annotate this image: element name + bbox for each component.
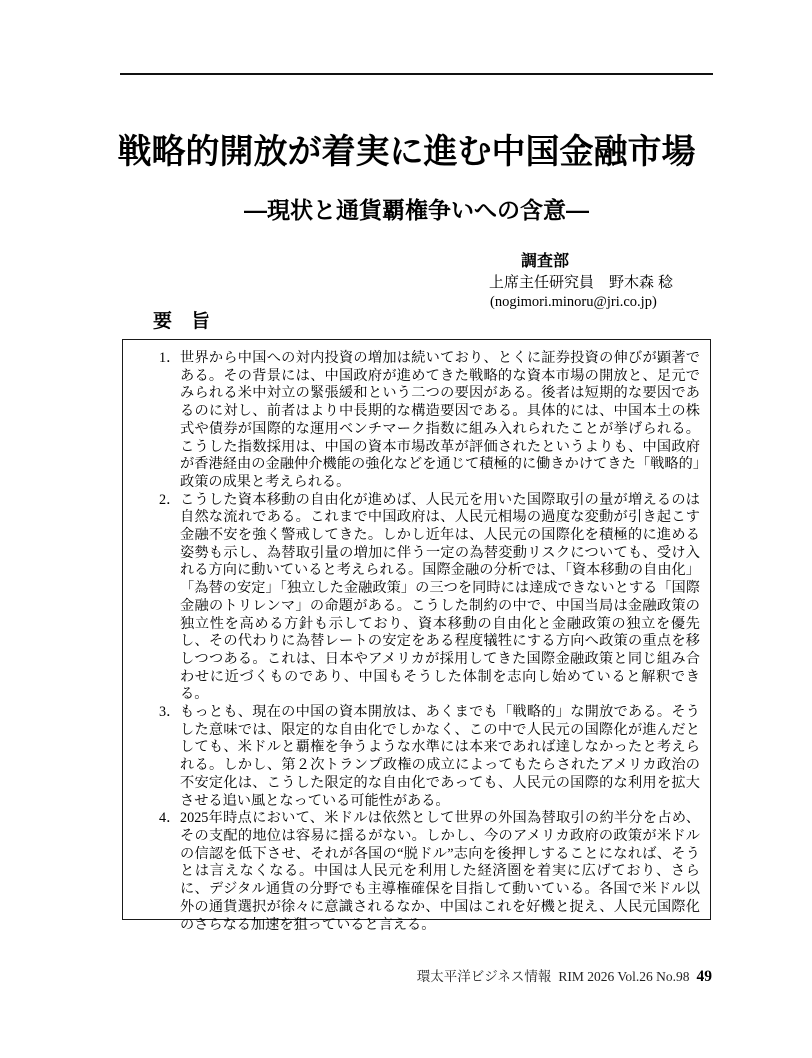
footer-page-number: 49 <box>696 968 712 985</box>
page-footer <box>417 965 712 986</box>
abstract-heading: 要 旨 <box>153 311 211 332</box>
page-title: 戦略的開放が着実に進む中国金融市場 <box>117 134 696 171</box>
author-department: 調査部 <box>521 253 570 270</box>
abstract-item-2 <box>159 492 700 704</box>
abstract-item-text: もっとも、現在の中国の資本開放は、あくまでも「戦略的」な開放である。そうした意味では、限定的な自由化でしかなく、この中で人民元の国際化が進んだとしても、米ドルと覇権を争うような水準には本来であれば達しなかったと考えられる。しかし、第２次トランプ政権の成立によってもたらされたアメリカ政治の不安定化は、こうした限定的な自由化であっても、人民元の国際的な利用を拡大させる追い風となっている可能性がある。 <box>180 704 700 809</box>
footer-issue: RIM 2026 Vol.26 No.98 <box>558 969 690 984</box>
author-email: (nogimori.minoru@jri.co.jp) <box>490 294 657 310</box>
abstract-item-text: こうした資本移動の自由化が進めば、人民元を用いた国際取引の量が増えるのは自然な流れである。これまで中国政府は、人民元相場の過度な変動が引き起こす金融不安を強く警戒してきた。しかし近年は、人民元の国際化を積極的に進める姿勢も示し、為替取引量の増加に伴う一定の為替変動リスクについても、受け入れる方向に動いていると考えられる。国際金融の分析では、「資本移動の自由化」「為替の安定」「独立した金融政策」の三つを同時には達成できないとする「国際金融のトリレンマ」の命題がある。こうした制約の中で、中国当局は金融政策の独立性を高める方針も示しており、資本移動の自由化と金融政策の独立を優先し、その代わりに為替レートの安定をある程度犠牲にする方向へ政策の重点を移しつつある。これは、日本やアメリカが採用してきた国際金融政策と同じ組み合わせに近づくものであり、中国もそうした体制を志向し始めていると解釈できる。 <box>180 491 700 703</box>
footer-journal: 環太平洋ビジネス情報 <box>416 969 552 984</box>
abstract-item-number: 4． <box>159 810 181 827</box>
abstract-item-number: 3． <box>159 704 181 721</box>
abstract-item-number: 1． <box>159 350 181 366</box>
abstract-item-number: 2． <box>159 491 181 508</box>
abstract-box <box>122 339 711 933</box>
abstract-item-1 <box>159 350 700 492</box>
abstract-item-text: 世界から中国への対内投資の増加は続いており、とくに証券投資の伸びが顕著である。その背景には、中国政府が進めてきた戦略的な資本市場の開放と、足元でみられる米中対立の緊張緩和という二つの要因がある。後者は短期的な要因であるのに対し、前者はより中長期的な構造要因である。具体的には、中国本土の株式や債券が国際的な運用ベンチマーク指数に組み入れられたことが挙げられる。こうした指数採用は、中国の資本市場改革が評価されたというよりも、中国政府が香港経由の金融仲介機能の強化などを通じて積極的に働きかけてきた「戦略的」政策の成果と考えられる。 <box>180 350 700 490</box>
author-name: 上席主任研究員 野木森 稔 <box>489 274 674 291</box>
abstract-item-text: 2025年時点において、米ドルは依然として世界の外国為替取引の約半分を占め、その支配的地位は容易に揺るがない。しかし、今のアメリカ政府の政策が米ドルの信認を低下させ、それが各国の“脱ドル”志向を後押しすることになれば、そうとは言えなくなる。中国は人民元を利用した経済圏を着実に広げており、さらに、デジタル通貨の分野でも主導権確保を目指して動いている。各国で米ドル以外の通貨選択が徐々に意識されるなか、中国はこれを好機と捉え、人民元国際化のさらなる加速を狙っていると言える。 <box>180 810 700 933</box>
page-subtitle: ―現状と通貨覇権争いへの含意― <box>244 197 589 223</box>
header-rule <box>120 73 713 75</box>
abstract-item-3 <box>159 704 700 810</box>
abstract-item-4 <box>159 810 700 934</box>
